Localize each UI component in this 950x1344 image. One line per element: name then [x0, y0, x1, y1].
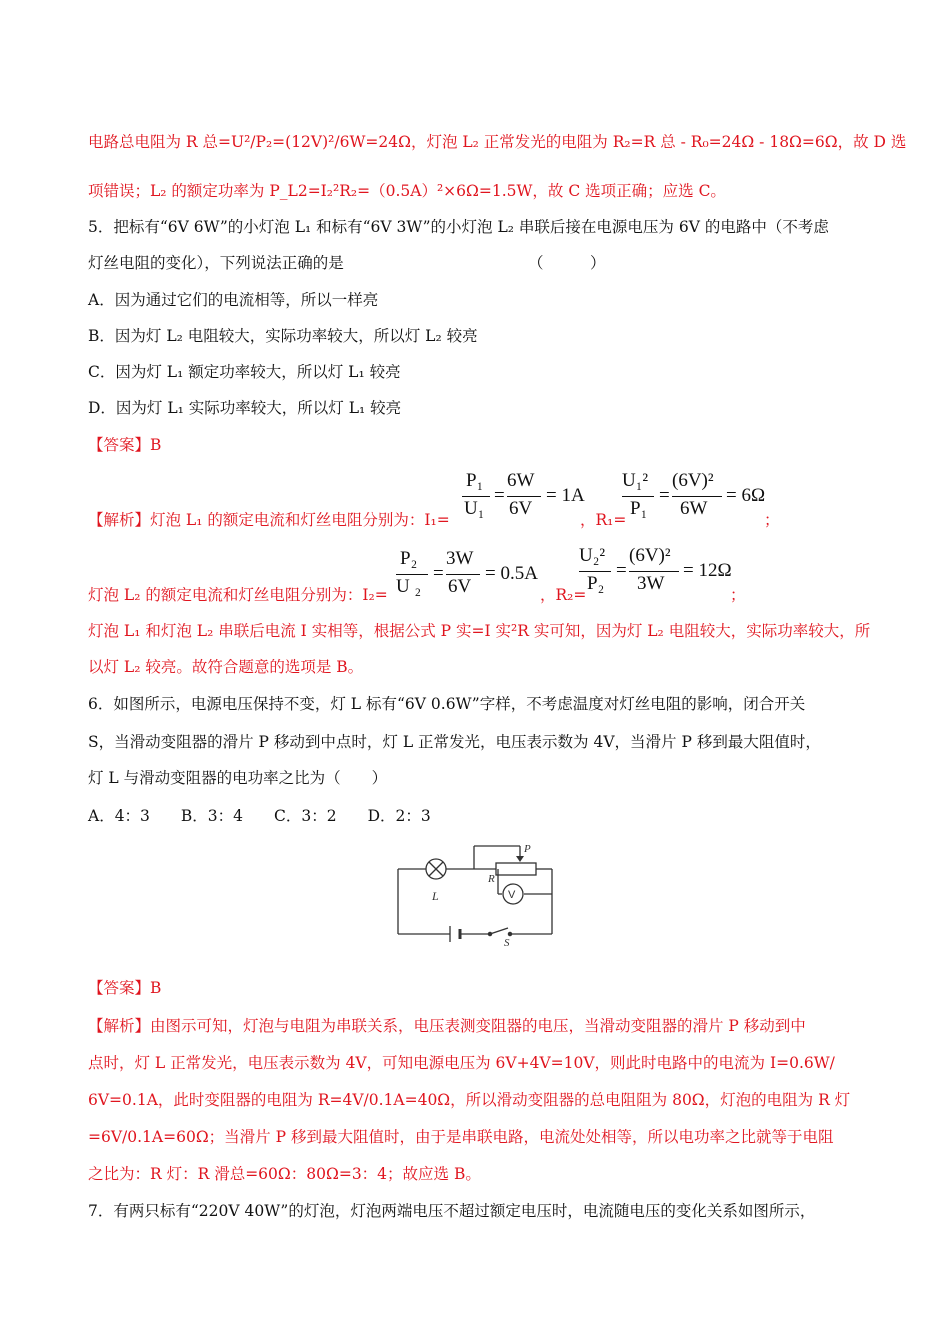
analysis-5-line-4: 以灯 L₂ 较亮。故符合题意的选项是 B。 — [88, 658, 364, 676]
question-6-stem-cont: S，当滑动变阻器的滑片 P 移动到中点时，灯 L 正常发光，电压表示数为 4V，当滑片 P 移到最大阻值时， — [88, 733, 821, 751]
text-line: 项错误；L₂ 的额定功率为 P_L2=I₂²R₂=（0.5A）²×6Ω=1.5W，故 C 选项正确；应选 C。 — [88, 182, 726, 200]
question-7-stem: 7．有两只标有“220V 40W”的灯泡，灯泡两端电压不超过额定电压时，电流随电压的变化关系如图所示， — [88, 1202, 816, 1220]
option-b: B．因为灯 L₂ 电阻较大，实际功率较大，所以灯 L₂ 较亮 — [88, 327, 478, 345]
equals-sign: = — [433, 563, 444, 584]
answer-5: 【答案】B — [88, 436, 162, 454]
label-p: P — [524, 843, 531, 855]
question-5-stem-cont: 灯丝电阻的变化），下列说法正确的是 — [88, 254, 344, 272]
formula-r1-frac1: U₁² P₁ — [622, 470, 656, 526]
formula-r2-frac2: (6V)² 3W — [629, 545, 681, 601]
formula-r1-frac2: (6V)² 6W — [672, 470, 724, 526]
equals-sign: = — [494, 485, 505, 506]
question-6-options: A．4：3 B．3：4 C．3：2 D．2：3 — [88, 807, 431, 825]
formula-r1-result: = 6Ω — [726, 485, 766, 506]
label-l: L — [432, 889, 439, 903]
analysis-5-line-1: 【解析】灯泡 L₁ 的额定电流和灯丝电阻分别为：I₁= — [88, 511, 450, 529]
question-5-stem: 5．把标有“6V 6W”的小灯泡 L₁ 和标有“6V 3W”的小灯泡 L₂ 串联后接在电源电压为 6V 的电路中（不考虑 — [88, 218, 829, 236]
voltmeter-label: V — [508, 889, 516, 901]
formula-i2-result: = 0.5A — [485, 563, 538, 584]
question-6-stem-cont: 灯 L 与滑动变阻器的电功率之比为（ ） — [88, 769, 388, 787]
analysis-5-line-2: 灯泡 L₂ 的额定电流和灯丝电阻分别为：I₂= — [88, 586, 388, 604]
question-6-stem: 6．如图所示，电源电压保持不变，灯 L 标有“6V 0.6W”字样，不考虑温度对灯丝电阻的影响，闭合开关 — [88, 695, 806, 713]
analysis-5-line-3: 灯泡 L₁ 和灯泡 L₂ 串联后电流 I 实相等，根据公式 P 实=I 实²R 实可知，因为灯 L₂ 电阻较大，实际功率较大，所 — [88, 622, 871, 640]
analysis-6-line-5: 之比为：R 灯：R 滑总=60Ω：80Ω=3：4；故应选 B。 — [88, 1165, 481, 1183]
option-a: A．因为通过它们的电流相等，所以一样亮 — [88, 291, 379, 309]
formula-i2-frac1: P₂ U ₂ — [396, 548, 430, 604]
option-d: D．因为灯 L₁ 实际功率较大，所以灯 L₁ 较亮 — [88, 399, 402, 417]
analysis-5-sep: ； — [730, 586, 746, 604]
formula-r2-result: = 12Ω — [683, 560, 732, 581]
text-line: 电路总电阻为 R 总=U²/P₂=(12V)²/6W=24Ω，灯泡 L₂ 正常发光的电阻为 R₂=R 总 - R₀=24Ω - 18Ω=6Ω，故 D 选 — [88, 133, 907, 151]
formula-i1-frac2: 6W 6V — [507, 470, 543, 526]
analysis-6-line-4: =6V/0.1A=60Ω；当滑片 P 移到最大阻值时，由于是串联电路，电流处处相等，所以电功率之比就等于电阻 — [88, 1128, 834, 1146]
slider-arrow-icon — [516, 856, 524, 862]
analysis-6-line-2: 点时，灯 L 正常发光，电压表示数为 4V，可知电源电压为 6V+4V=10V，则此时电路中的电流为 I=0.6W/ — [88, 1054, 835, 1072]
formula-i2-frac2: 3W 6V — [446, 548, 482, 604]
circuit-diagram — [392, 838, 572, 948]
equals-sign: = — [616, 560, 627, 581]
analysis-6-line-3: 6V=0.1A，此时变阻器的电阻为 R=4V/0.1A=40Ω，所以滑动变阻器的总电阻阻为 80Ω，灯泡的电阻为 R 灯 — [88, 1091, 851, 1109]
analysis-5-sep: ； — [764, 511, 780, 529]
label-r: R — [488, 873, 495, 885]
option-c: C．因为灯 L₁ 额定功率较大，所以灯 L₁ 较亮 — [88, 363, 401, 381]
analysis-5-r2-label: ，R₂= — [540, 586, 587, 604]
label-s: S — [504, 937, 510, 948]
equals-sign: = — [659, 485, 670, 506]
analysis-6-line-1: 【解析】由图示可知，灯泡与电阻为串联关系，电压表测变阻器的电压，当滑动变阻器的滑片 P 移动到中 — [88, 1017, 806, 1035]
formula-i1-result: = 1A — [546, 485, 585, 506]
answer-6: 【答案】B — [88, 979, 162, 997]
formula-i1-frac1: P₁ U₁ — [462, 470, 492, 526]
analysis-5-r1-label: ，R₁= — [580, 511, 627, 529]
formula-r2-frac1: U₂² P₂ — [579, 545, 613, 601]
answer-blank: （ ） — [528, 254, 606, 272]
